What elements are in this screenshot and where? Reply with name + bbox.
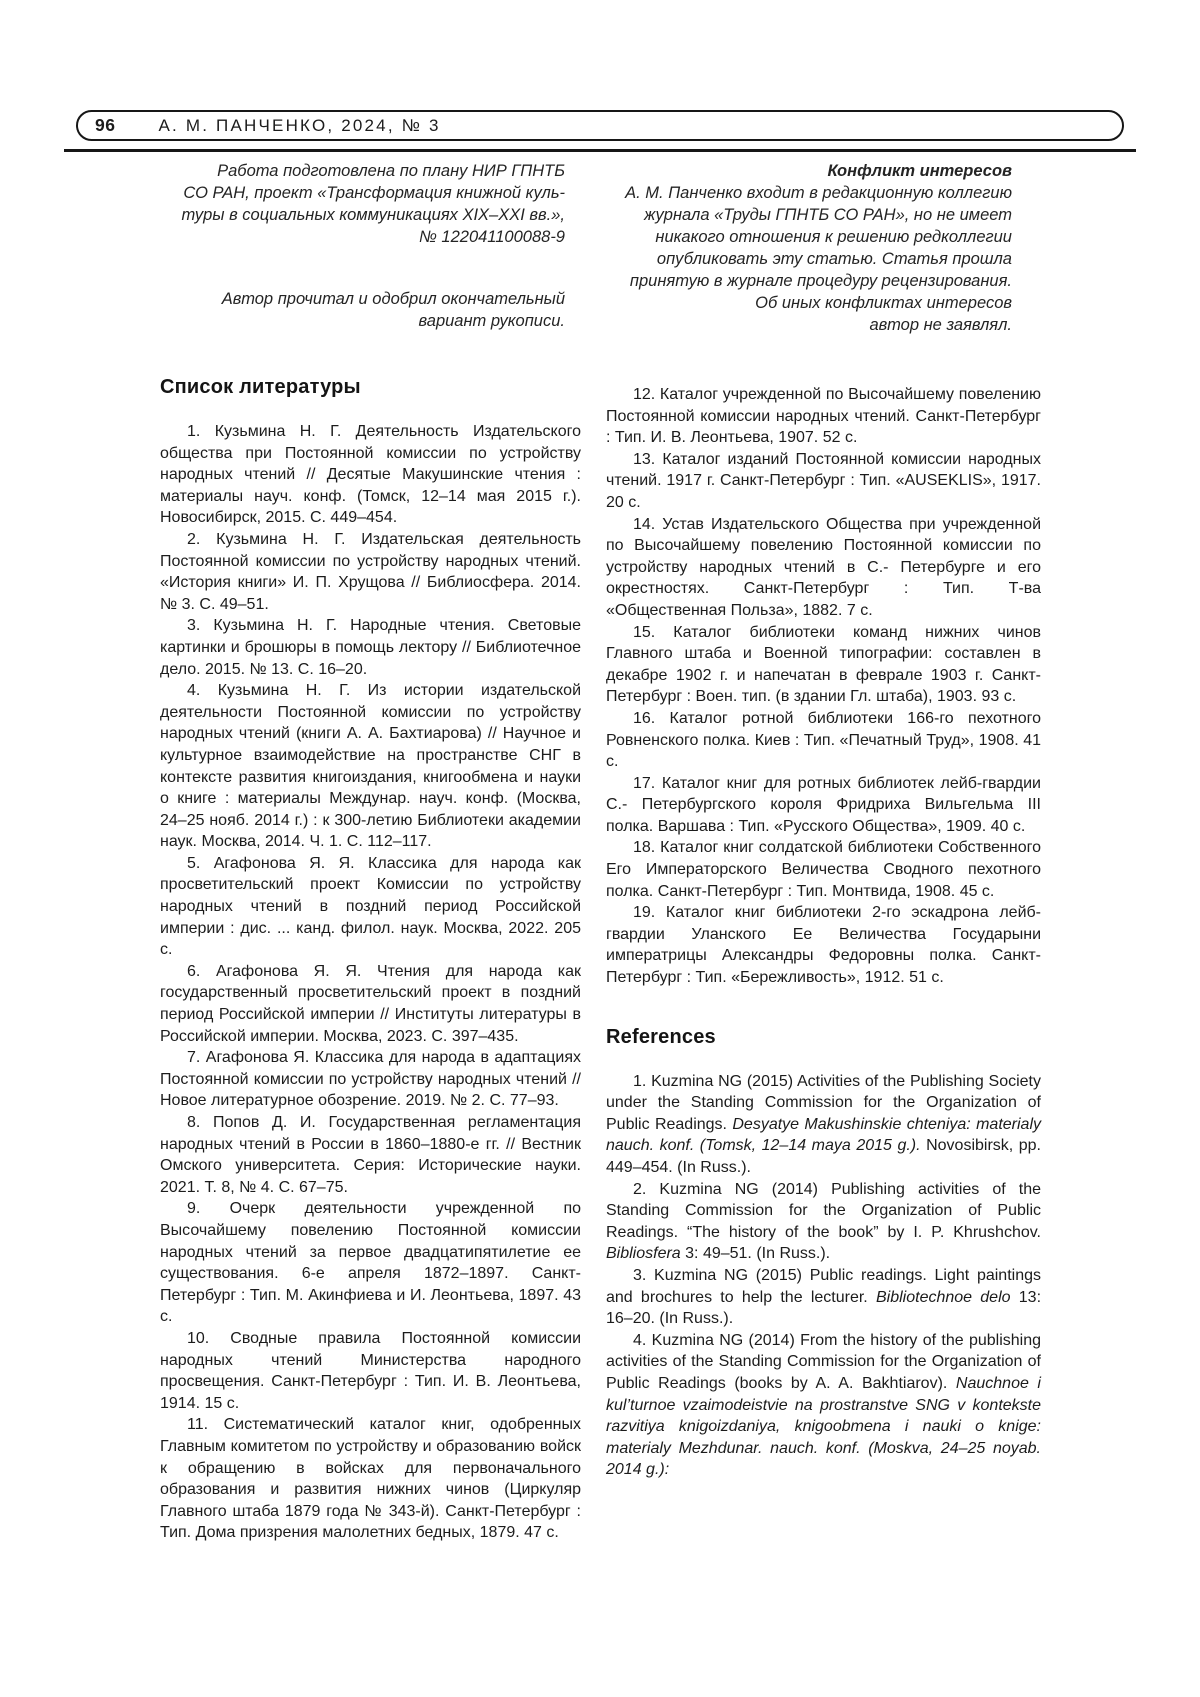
note-line: автор не заявлял. <box>869 316 1012 334</box>
header-rule <box>64 149 1136 152</box>
reference-item: 5. Агафонова Я. Я. Классика для народа как просветительский проект Комиссии по устройству народных чтений в поздний период Российской империи : дис. ... канд. филол. наук. Москва, 2022. 205 с. <box>160 854 581 959</box>
reference-item: 1. Кузьмина Н. Г. Деятельность Издательского общества при Постоянной комиссии по устройству народных чтений // Десятые Макушинские чтения : материалы науч. конф. (Томск, 12–14 мая 2015 г.). Новосибирск, 2015. С. 449–454. <box>160 423 581 527</box>
note-line: вариант рукописи. <box>418 312 565 330</box>
page-header <box>76 110 1124 141</box>
reference-item: 11. Систематический каталог книг, одобренных Главным комитетом по устройству и образованию войск к обращению в войсках для первоначального образования и развития нижних чинов (Циркуляр Главного штаба 1879 года № 343-й). Санкт-Петербург : Тип. Дома призрения малолетних бедных, 1879. 47 с. <box>160 1416 581 1542</box>
reference-item: 10. Сводные правила Постоянной комиссии народных чтений Министерства народного просвещения. Санкт-Петербург : Тип. И. В. Леонтьева, 1914. 15 с. <box>160 1329 581 1412</box>
reference-item: 18. Каталог книг солдатской библиотеки Собственного Его Императорского Величества Сводного пехотного полка. Санкт-Петербург : Тип. Монтвида, 1908. 45 с. <box>606 839 1041 900</box>
note-line: СО РАН, проект «Трансформация книжной куль- <box>183 184 565 202</box>
reference-item <box>606 1179 1041 1265</box>
reference-item <box>606 1330 1041 1481</box>
conflict-of-interest-body <box>600 182 1012 336</box>
reference-text-segment: Novosibirsk, pp. 449–454. (In Russ.). <box>606 1137 1042 1176</box>
conflict-of-interest-heading: Конфликт интересов <box>827 162 1012 180</box>
note-line: А. М. Панченко входит в редакционную коллегию <box>625 184 1012 202</box>
note-line: опубликовать эту статью. Статья прошла <box>656 250 1012 268</box>
reference-item: 3. Кузьмина Н. Г. Народные чтения. Световые картинки и брошюры в помощь лектору // Библиотечное дело. 2015. № 13. С. 16–20. <box>160 617 581 678</box>
conflict-of-interest-note <box>600 160 1012 336</box>
reference-item: 9. Очерк деятельности учрежденной по Высочайшему повелению Постоянной комиссии народных чтений за первое двадцатипятилетие ее существования. 6-е апреля 1872–1897. Санкт-Петербург : Тип. М. Акинфиева и И. Леонтьева, 1897. 43 с. <box>160 1200 581 1326</box>
note-line: Об иных конфликтах интересов <box>755 294 1012 312</box>
references-column-left <box>160 421 581 1544</box>
reference-text-segment: 2. Kuzmina NG (2014) Publishing activities of the Standing Commission for the Organization of Public Readings. “The history of the book” by I. P. Khrushchov. <box>606 1180 1041 1241</box>
references-ru-heading: Список литературы <box>160 376 361 398</box>
reference-item: 16. Каталог ротной библиотеки 166-го пехотного Ровненского полка. Киев : Тип. «Печатный Труд», 1908. 41 с. <box>606 709 1041 771</box>
reference-italic-segment: Nauchnoe i kul’turnoe vzaimodeistvie na prostranstve SNG v kontekste razvitiya knigoizdaniya, knigoobmena i nauki o knige: materialy Mezhdunar. nauch. konf. (Moskva, 24–25 noyab. 2014 g.): <box>606 1374 1041 1479</box>
reference-item: 14. Устав Издательского Общества при учрежденной по Высочайшему повелению Постоянной комиссии по устройству народных чтений в С.- Петербурге и его окрестностях. Санкт-Петербург : Тип. Т-ва «Общественная Польза», 1882. 7 с. <box>606 515 1041 619</box>
reference-item <box>606 1265 1041 1330</box>
reference-item: 17. Каталог книг для ротных библиотек лейб-гвардии С.- Петербургского короля Фридриха Вильгельма III полка. Варшава : Тип. «Русского Общества», 1909. 40 с. <box>606 774 1041 835</box>
reference-text-segment: 1. Kuzmina NG (2015) Activities of the Publishing Society under the Standing Commission for the Organization of Public Readings. <box>606 1072 1041 1133</box>
note-line: никакого отношения к решению редколлегии <box>655 228 1012 246</box>
reference-text-segment: 3: 49–51. (In Russ.). <box>680 1245 831 1263</box>
reference-item: 13. Каталог изданий Постоянной комиссии народных чтений. 1917 г. Санкт-Петербург : Тип. «AUSEKLIS», 1917. 20 с. <box>606 450 1041 511</box>
reference-item: 7. Агафонова Я. Классика для народа в адаптациях Постоянной комиссии по устройству народных чтений // Новое литературное обозрение. 2019. № 2. С. 77–93. <box>160 1049 581 1110</box>
note-line: туры в социальных коммуникациях XIX–XXI вв.», <box>181 206 565 224</box>
references-ru-right-list <box>606 384 1041 989</box>
note-line: № 122041100088-9 <box>418 228 565 246</box>
note-line: принятую в журнале процедуру рецензирования. <box>629 272 1012 290</box>
reference-item: 19. Каталог книг библиотеки 2-го эскадрона лейб-гвардии Уланского Ее Величества Государыни императрицы Александры Федоровны полка. Санкт-Петербург : Тип. «Бережливость», 1912. 51 с. <box>606 904 1041 987</box>
reference-item <box>606 1071 1041 1179</box>
reference-text-segment: 4. Kuzmina NG (2014) From the history of the publishing activities of the Standing Commission for the Organization of Public Readings (books by A. A. Bakhtiarov). <box>606 1331 1041 1392</box>
reference-item: 12. Каталог учрежденной по Высочайшему повелению Постоянной комиссии народных чтений. Санкт-Петербург : Тип. И. В. Леонтьева, 1907. 52 с. <box>606 386 1041 447</box>
reference-italic-segment: Desyatye Makushinskie chteniya: materialy nauch. konf. (Tomsk, 12–14 maya 2015 g.). <box>606 1115 1042 1155</box>
reference-item: 4. Кузьмина Н. Г. Из истории издательской деятельности Постоянной комиссии по устройству народных чтений (книги А. А. Бахтиарова) // Научное и культурное взаимодействие на пространстве СНГ в контексте развития книгоиздания, книгообмена и науки о книге : материалы Междунар. науч. конф. (Москва, 24–25 нояб. 2014 г.) : к 300-летию Библиотеки академии наук. Москва, 2014. Ч. 1. С. 112–117. <box>160 682 581 851</box>
reference-text-segment: 3. Kuzmina NG (2015) Public readings. Light paintings and brochures to help the lecturer. <box>606 1266 1041 1306</box>
references-en-heading: References <box>606 1025 716 1048</box>
reference-italic-segment: Bibliosfera <box>606 1245 681 1263</box>
page-number: 96 <box>95 115 116 135</box>
reference-item: 8. Попов Д. И. Государственная регламентация народных чтений в России в 1860–1880-е гг. // Вестник Омского университета. Серия: Исторические науки. 2021. Т. 8, № 4. С. 67–75. <box>160 1114 581 1196</box>
note-line: Работа подготовлена по плану НИР ГПНТБ <box>217 162 565 180</box>
references-en-list <box>606 1071 1041 1481</box>
reference-text-segment: 13: 16–20. (In Russ.). <box>606 1288 1042 1328</box>
reference-item: 15. Каталог библиотеки команд нижних чинов Главного штаба и Военной типографии: составлен в декабре 1902 г. и напечатан в феврале 1903 г. Санкт-Петербург : Воен. тип. (в здании Гл. штаба), 1903. 93 с. <box>606 623 1041 706</box>
funding-note <box>160 160 565 248</box>
reference-item: 2. Кузьмина Н. Г. Издательская деятельность Постоянной комиссии по устройству народных чтений. «История книги» И. П. Хрущова // Библиосфера. 2014. № 3. С. 49–51. <box>160 530 581 613</box>
references-column-right <box>606 384 1041 1481</box>
author-approval-note <box>160 288 565 332</box>
reference-item: 6. Агафонова Я. Я. Чтения для народа как государственный просветительский проект в поздний период Российской империи // Институты литературы в Российской империи. Москва, 2023. С. 397–435. <box>160 962 581 1045</box>
note-line: журнала «Труды ГПНТБ СО РАН», но не имеет <box>644 206 1012 224</box>
running-title: А. М. ПАНЧЕНКО, 2024, № 3 <box>158 115 441 135</box>
note-line: Автор прочитал и одобрил окончательный <box>221 290 565 308</box>
reference-italic-segment: Bibliotechnoe delo <box>875 1288 1011 1306</box>
